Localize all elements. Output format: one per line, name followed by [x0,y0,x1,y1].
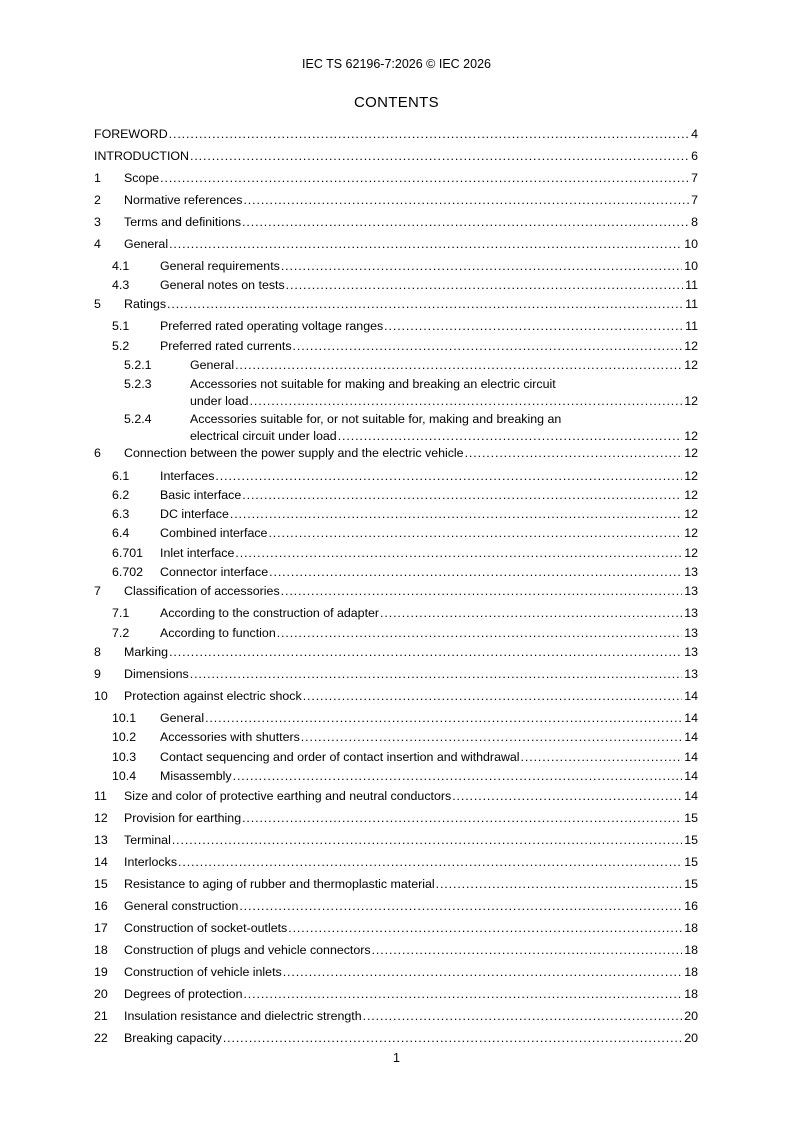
toc-entry-title-line1: Accessories suitable for, or not suitable for, making and breaking an [190,412,562,426]
page-number: 1 [393,1051,400,1065]
toc-entry-number: 5.2.4 [124,412,152,426]
toc-entry-title: FOREWORD [94,127,168,141]
toc-entry [94,277,698,294]
toc-entry-page: 12 [684,358,698,372]
toc-entry-page: 18 [684,943,698,957]
toc-entry [94,445,698,462]
dot-leader [169,236,682,253]
dot-leader [338,428,683,445]
dot-leader [190,666,682,683]
toc-entry [94,1030,698,1047]
toc-entry-number: 10.3 [112,750,137,764]
dot-leader [452,788,682,805]
toc-entry-number: 14 [94,855,108,869]
toc-entry-page: 14 [684,750,698,764]
toc-entry [94,411,698,445]
toc-entry-number: 5.1 [112,319,130,333]
dot-leader [286,277,683,294]
toc-entry-page: 18 [684,921,698,935]
dot-leader [301,729,682,746]
toc-entry-title: Construction of socket-outlets [124,921,288,935]
dot-leader [190,148,689,165]
toc-entry-page: 11 [685,297,698,311]
toc-entry-number: 16 [94,899,108,913]
toc-entry-page: 12 [684,446,698,460]
toc-entry-title: Scope [124,171,160,185]
toc-entry-title: Normative references [124,193,243,207]
toc-entry-page: 12 [684,526,698,540]
toc-entry-page: 20 [684,1031,698,1045]
toc-entry-number: 2 [94,193,101,207]
toc-entry-page: 10 [684,259,698,273]
toc-entry [94,583,698,600]
dot-leader [242,810,682,827]
toc-entry-page: 11 [685,319,698,333]
toc-entry-title: Connector interface [160,565,269,579]
toc-entry-number: 5.2 [112,339,130,353]
toc-entry-page: 13 [684,626,698,640]
dot-leader [178,854,682,871]
toc-entry-page: 18 [684,987,698,1001]
toc-entry [94,832,698,849]
toc-entry-number: 6 [94,446,101,460]
toc-entry [94,487,698,504]
toc-entry-page: 15 [684,811,698,825]
toc-entry [94,506,698,523]
toc-entry [94,666,698,683]
toc-entry-page: 14 [684,711,698,725]
document-header: IEC TS 62196-7:2026 © IEC 2026 [302,57,491,71]
toc-entry-number: 6.1 [112,469,130,483]
toc-entry-number: 10.1 [112,711,137,725]
dot-leader [169,126,689,143]
toc-entry-page: 10 [684,237,698,251]
toc-entry-title: General notes on tests [160,278,285,292]
dot-leader [268,525,682,542]
dot-leader [465,445,683,462]
toc-entry-page: 12 [684,469,698,483]
toc-entry [94,318,698,335]
toc-entry-page: 13 [684,667,698,681]
toc-entry-title: Interfaces [160,469,215,483]
dot-leader [303,688,683,705]
toc-entry-number: 6.4 [112,526,130,540]
toc-entry-number: 4 [94,237,101,251]
toc-entry-title: General construction [124,899,239,913]
toc-entry-title: General requirements [160,259,280,273]
toc-entry-page: 12 [684,429,698,443]
toc-entry-page: 8 [691,215,698,229]
toc-entry-page: 18 [684,965,698,979]
dot-leader [269,564,682,581]
toc-entry-number: 8 [94,645,101,659]
toc-entry [94,710,698,727]
dot-leader [283,964,682,981]
dot-leader [230,506,682,523]
toc-entry-title: Breaking capacity [124,1031,222,1045]
contents-title: CONTENTS [354,94,439,111]
toc-entry-number: 6.2 [112,488,130,502]
toc-entry-page: 13 [684,565,698,579]
toc-entry [94,605,698,622]
toc-entry [94,468,698,485]
toc-entry [94,545,698,562]
toc-entry-number: 6.3 [112,507,130,521]
toc-entry-title: Connection between the power supply and the electric vehicle [124,446,464,460]
toc-entry-title: INTRODUCTION [94,149,189,163]
dot-leader [243,192,689,209]
toc-entry [94,192,698,209]
dot-leader [242,214,689,231]
toc-entry [94,854,698,871]
toc-entry [94,357,698,374]
toc-entry [94,942,698,959]
toc-entry-title: Inlet interface [160,546,235,560]
toc-entry-title: Basic interface [160,488,242,502]
dot-leader [160,170,689,187]
dot-leader [215,468,682,485]
toc-entry-title: Terminal [124,833,171,847]
toc-entry [94,898,698,915]
dot-leader [235,357,682,374]
toc-entry-page: 13 [684,606,698,620]
toc-entry-number: 7.2 [112,626,130,640]
dot-leader [380,605,682,622]
toc-entry-page: 7 [691,171,698,185]
toc-entry [94,170,698,187]
toc-entry-title: Contact sequencing and order of contact insertion and withdrawal [160,750,520,764]
toc-entry-number: 6.702 [112,565,144,579]
toc-entry-title: Construction of vehicle inlets [124,965,282,979]
toc-entry-title: under load [190,394,249,408]
toc-entry-number: 4.3 [112,278,130,292]
toc-entry-page: 13 [684,645,698,659]
toc-entry-title: electrical circuit under load [190,429,337,443]
toc-entry-number: 18 [94,943,108,957]
toc-entry [94,338,698,355]
toc-entry [94,729,698,746]
toc-entry-page: 14 [684,730,698,744]
toc-entry-title-line1: Accessories not suitable for making and breaking an electric circuit [190,377,556,391]
toc-entry-page: 15 [684,877,698,891]
dot-leader [169,644,682,661]
toc-entry-page: 14 [684,789,698,803]
toc-entry-number: 10 [94,689,108,703]
toc-entry-title: Degrees of protection [124,987,243,1001]
toc-entry-title: Preferred rated currents [160,339,292,353]
toc-entry-title: According to function [160,626,276,640]
toc-entry-title: Dimensions [124,667,189,681]
dot-leader [363,1008,683,1025]
toc-entry-page: 11 [685,278,698,292]
toc-entry-title: Provision for earthing [124,811,242,825]
toc-entry-title: Insulation resistance and dielectric strength [124,1009,362,1023]
dot-leader [223,1030,682,1047]
toc-entry-number: 3 [94,215,101,229]
toc-entry-page: 14 [684,689,698,703]
toc-entry-page: 15 [684,833,698,847]
toc-entry-title: Interlocks [124,855,178,869]
toc-entry-page: 12 [684,507,698,521]
toc-entry-title: Protection against electric shock [124,689,302,703]
toc-entry-number: 10.4 [112,769,137,783]
toc-entry-number: 1 [94,171,101,185]
toc-entry-title: Preferred rated operating voltage ranges [160,319,384,333]
toc-entry [94,920,698,937]
toc-entry-number: 6.701 [112,546,144,560]
dot-leader [277,625,682,642]
toc-entry [94,964,698,981]
dot-leader [288,920,682,937]
dot-leader [172,832,682,849]
toc-entry [94,644,698,661]
toc-entry-page: 7 [691,193,698,207]
toc-entry [94,525,698,542]
toc-entry-title: Construction of plugs and vehicle connectors [124,943,371,957]
toc-entry [94,768,698,785]
toc-entry-number: 5 [94,297,101,311]
toc-entry-page: 15 [684,855,698,869]
toc-entry-page: 6 [691,149,698,163]
toc-entry-title: Marking [124,645,169,659]
dot-leader [281,258,682,275]
toc-entry-title: Accessories with shutters [160,730,300,744]
toc-entry-page: 14 [684,769,698,783]
toc-entry-page: 20 [684,1009,698,1023]
dot-leader [521,749,683,766]
dot-leader [242,487,682,504]
toc-entry-number: 21 [94,1009,108,1023]
toc-entry-page: 16 [684,899,698,913]
toc-entry-number: 9 [94,667,101,681]
toc-entry-page: 12 [684,339,698,353]
toc-entry-title: General [160,711,205,725]
toc-entry [94,749,698,766]
toc-entry-page: 12 [684,394,698,408]
toc-entry-page: 12 [684,546,698,560]
toc-entry [94,876,698,893]
toc-entry-number: 22 [94,1031,108,1045]
toc-entry-title: General [190,358,235,372]
toc-entry-number: 13 [94,833,108,847]
toc-entry-page: 4 [691,127,698,141]
toc-entry-number: 15 [94,877,108,891]
toc-entry-title: Classification of accessories [124,584,280,598]
toc-entry-number: 19 [94,965,108,979]
dot-leader [235,545,682,562]
toc-entry-title: Combined interface [160,526,268,540]
toc-entry-number: 17 [94,921,108,935]
toc-entry-title: Terms and definitions [124,215,242,229]
toc-entry-number: 10.2 [112,730,137,744]
toc-entry [94,986,698,1003]
toc-entry [94,258,698,275]
dot-leader [167,296,683,313]
dot-leader [233,768,683,785]
dot-leader [372,942,683,959]
toc-entry [94,126,698,143]
toc-entry [94,236,698,253]
toc-entry-title: Size and color of protective earthing and neutral conductors [124,789,452,803]
toc-entry-title: DC interface [160,507,229,521]
toc-entry [94,214,698,231]
toc-entry [94,810,698,827]
dot-leader [281,583,683,600]
toc-entry-title: Misassembly [160,769,232,783]
toc-entry-number: 11 [94,789,107,803]
toc-entry-number: 20 [94,987,108,1001]
toc-entry-title: According to the construction of adapter [160,606,380,620]
toc-entry-number: 4.1 [112,259,130,273]
dot-leader [384,318,683,335]
toc-entry-number: 5.2.1 [124,358,152,372]
toc-entry-title: General [124,237,169,251]
toc-entry [94,564,698,581]
dot-leader [243,986,682,1003]
toc-entry [94,625,698,642]
toc-entry [94,788,698,805]
dot-leader [436,876,683,893]
toc-entry [94,688,698,705]
toc-entry-number: 7.1 [112,606,130,620]
toc-entry-title: Resistance to aging of rubber and thermoplastic material [124,877,435,891]
toc-entry [94,148,698,165]
dot-leader [205,710,682,727]
toc-entry-page: 13 [684,584,698,598]
dot-leader [239,898,682,915]
toc-entry-number: 12 [94,811,108,825]
toc-entry-title: Ratings [124,297,167,311]
dot-leader [250,393,683,410]
toc-entry [94,296,698,313]
toc-entry [94,1008,698,1025]
toc-entry-page: 12 [684,488,698,502]
dot-leader [293,338,683,355]
toc-entry [94,376,698,410]
toc-entry-number: 7 [94,584,101,598]
toc-entry-number: 5.2.3 [124,377,152,391]
